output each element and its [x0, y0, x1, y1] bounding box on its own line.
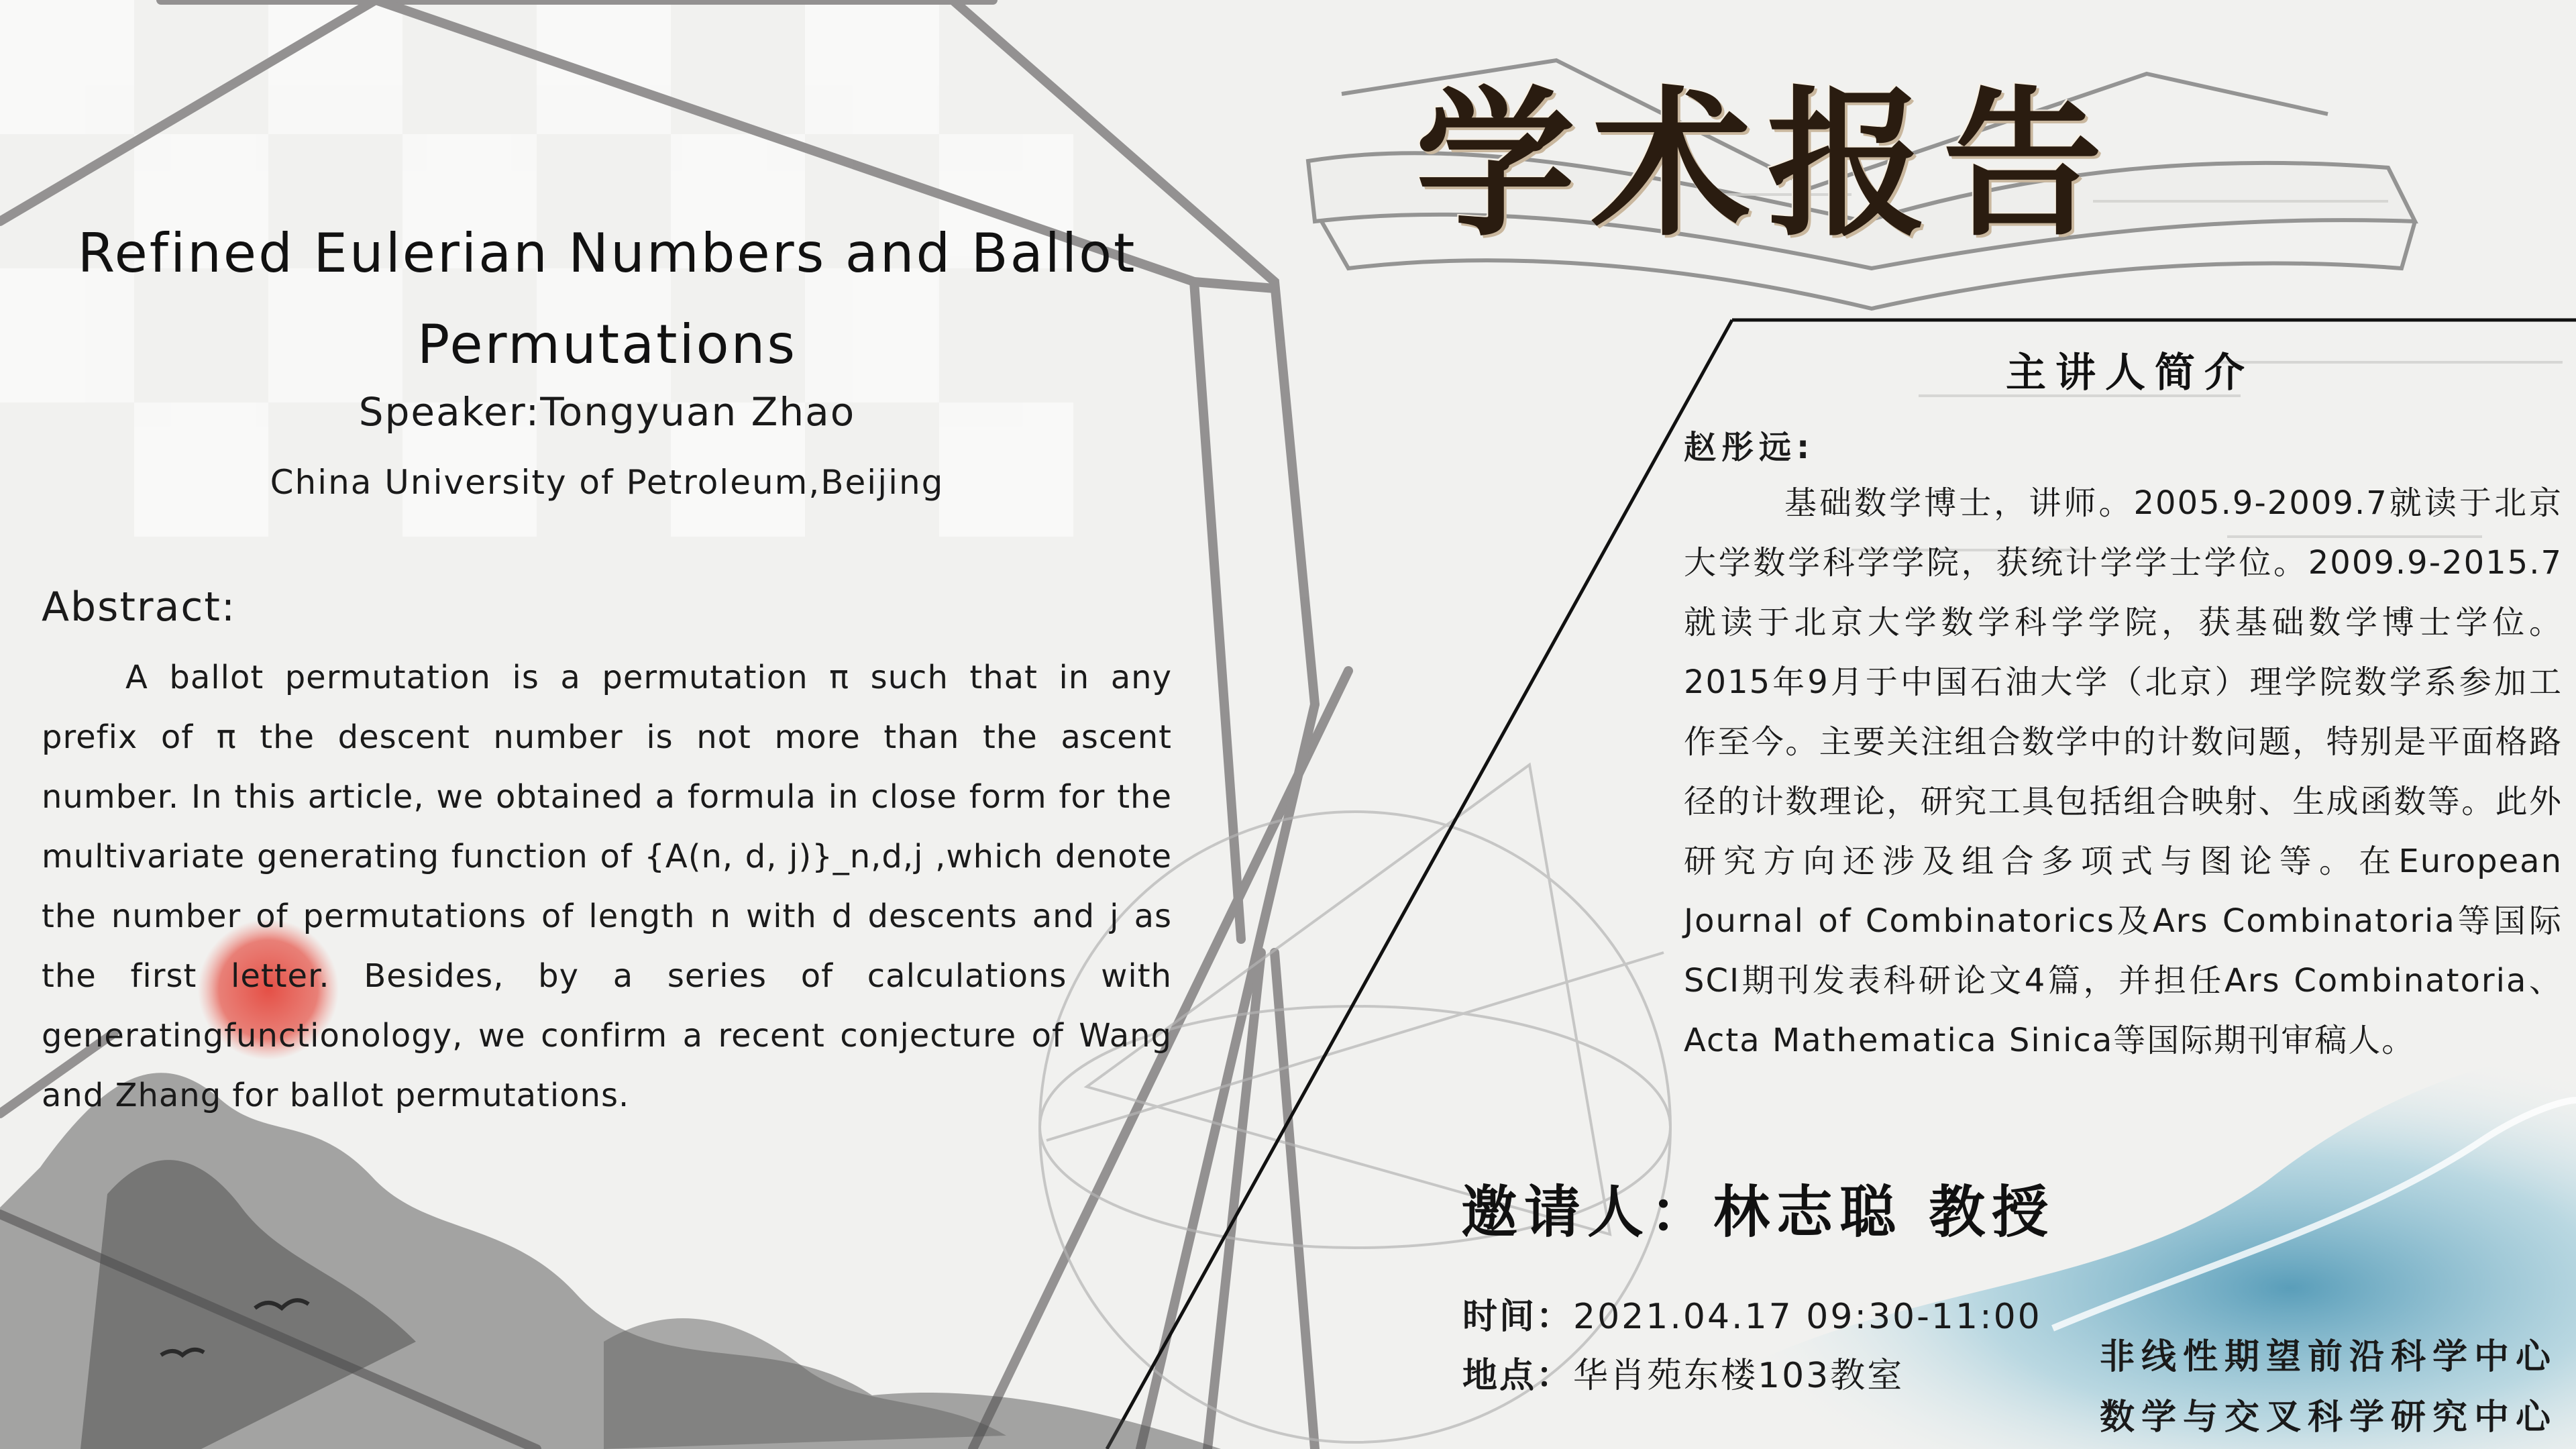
abstract-text: A ballot permutation is a permutation π such that in any prefix of π the descent number is not more than the ascent number. In this article, we obtained a formula in close form for the multivariate generating function of {A(n, d, j)}_n,d,j ,which denote the number of permutations of length n with d descents and j as the first letter. Besides, by a series of calculations with generatingfunctionology, we confirm a recent conjecture of Wang and Zhang for ballot permutations.: [42, 659, 1172, 1114]
time-row: [1462, 1288, 2042, 1338]
speaker-intro-heading: 主讲人简介: [2006, 350, 2254, 396]
host-line: 邀请人：林志聪 教授: [1461, 1179, 2055, 1245]
poster-heading: 学术报告: [1415, 71, 2118, 258]
speaker-bio: 基础数学博士，讲师。2005.9-2009.7就读于北京大学数学科学学院，获统计学学士学位。2009.9-2015.7就读于北京大学数学科学学院，获基础数学博士学位。2015年9月于中国石油大学（北京）理学院数学系参加工作至今。主要关注组合数学中的计数问题，特别是平面格路径的计数理论，研究工具包括组合映射、生成函数等。此外研究方向还涉及组合多项式与图论等。在European Journal of Combinatorics及Ars Combinatoria等国际SCI期刊发表科研论文4篇，并担任Ars Combinatoria、Acta Mathematica Sinica等国际期刊审稿人。: [1684, 484, 2563, 1059]
speaker-line: Speaker:Tongyuan Zhao: [358, 389, 856, 435]
place-value: 华肖苑东楼103教室: [1573, 1356, 1904, 1396]
affiliation: China University of Petroleum,Beijing: [270, 463, 945, 502]
speaker-name: 赵彤远:: [1684, 429, 1815, 466]
ink-mountains: [0, 1073, 1221, 1449]
talk-title: Refined Eulerian Numbers and Ballot Permutations: [77, 222, 1137, 376]
abstract-label: Abstract:: [42, 584, 237, 631]
place-label: 地点：: [1462, 1356, 1574, 1396]
organizer-2: 数学与交叉科学研究中心: [2099, 1397, 2557, 1438]
time-label: 时间：: [1462, 1297, 1574, 1337]
place-row: [1462, 1347, 1904, 1397]
time-value: 2021.04.17 09:30-11:00: [1573, 1297, 2042, 1337]
organizer-1: 非线性期望前沿科学中心: [2099, 1337, 2557, 1377]
